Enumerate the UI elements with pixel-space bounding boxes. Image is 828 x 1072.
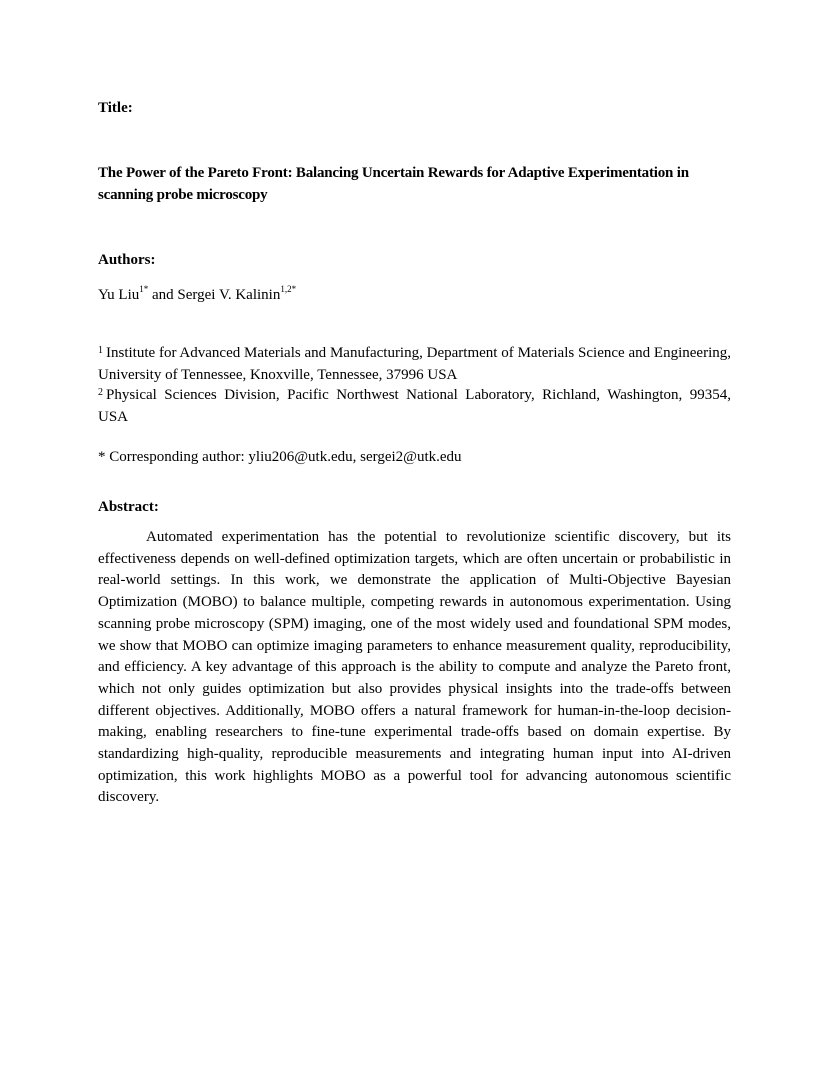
author-name: Yu Liu (98, 287, 140, 303)
authors-heading: Authors: (98, 252, 156, 268)
authors-joiner: and (148, 287, 178, 303)
author-affiliation-marker: 1,2* (280, 284, 297, 294)
corresponding-author: * Corresponding author: yliu206@utk.edu, sergei2@utk.edu (98, 449, 462, 465)
paper-title: The Power of the Pareto Front: Balancing Uncertain Rewards for Adaptive Experimentation in scanning probe microscopy (98, 165, 689, 203)
affiliation-text: Institute for Advanced Materials and Manufacturing, Department of Materials Science and Engineering, University of Tennessee, Knoxville, Tennessee, 37996 USA (98, 345, 731, 383)
affiliation-number: 1 (98, 345, 103, 356)
author-affiliation-marker: 1* (139, 284, 149, 294)
affiliation-item (98, 343, 731, 385)
abstract-heading: Abstract: (98, 499, 159, 515)
affiliation-number: 2 (98, 387, 103, 398)
title-heading: Title: (98, 100, 133, 116)
affiliations (98, 343, 731, 427)
abstract-text: Automated experimentation has the potential to revolutionize scientific discovery, but its effectiveness depends on well-defined optimization targets, which are often uncertain or probabilistic in real-world settings. In this work, we demonstrate the application of Multi-Objective Bayesian Optimization (MOBO) to balance multiple, competing rewards in autonomous experimentation. Using scanning probe microscopy (SPM) imaging, one of the most widely used and foundational SPM modes, we show that MOBO can optimize imaging parameters to enhance measurement quality, reproducibility, and efficiency. A key advantage of this approach is the ability to compute and analyze the Pareto front, which not only guides optimization but also provides physical insights into the trade-offs between different objectives. Additionally, MOBO offers a natural framework for human-in-the-loop decision-making, enabling researchers to fine-tune experimental trade-offs based on domain expertise. By standardizing high-quality, reproducible measurements and integrating human input into AI-driven optimization, this work highlights MOBO as a powerful tool for advancing autonomous scientific discovery. (98, 529, 731, 806)
affiliation-text: Physical Sciences Division, Pacific Northwest National Laboratory, Richland, Washington, 99354, USA (98, 387, 731, 425)
affiliation-item (98, 385, 731, 427)
authors-line (98, 284, 731, 306)
author-name: Sergei V. Kalinin (177, 287, 281, 303)
